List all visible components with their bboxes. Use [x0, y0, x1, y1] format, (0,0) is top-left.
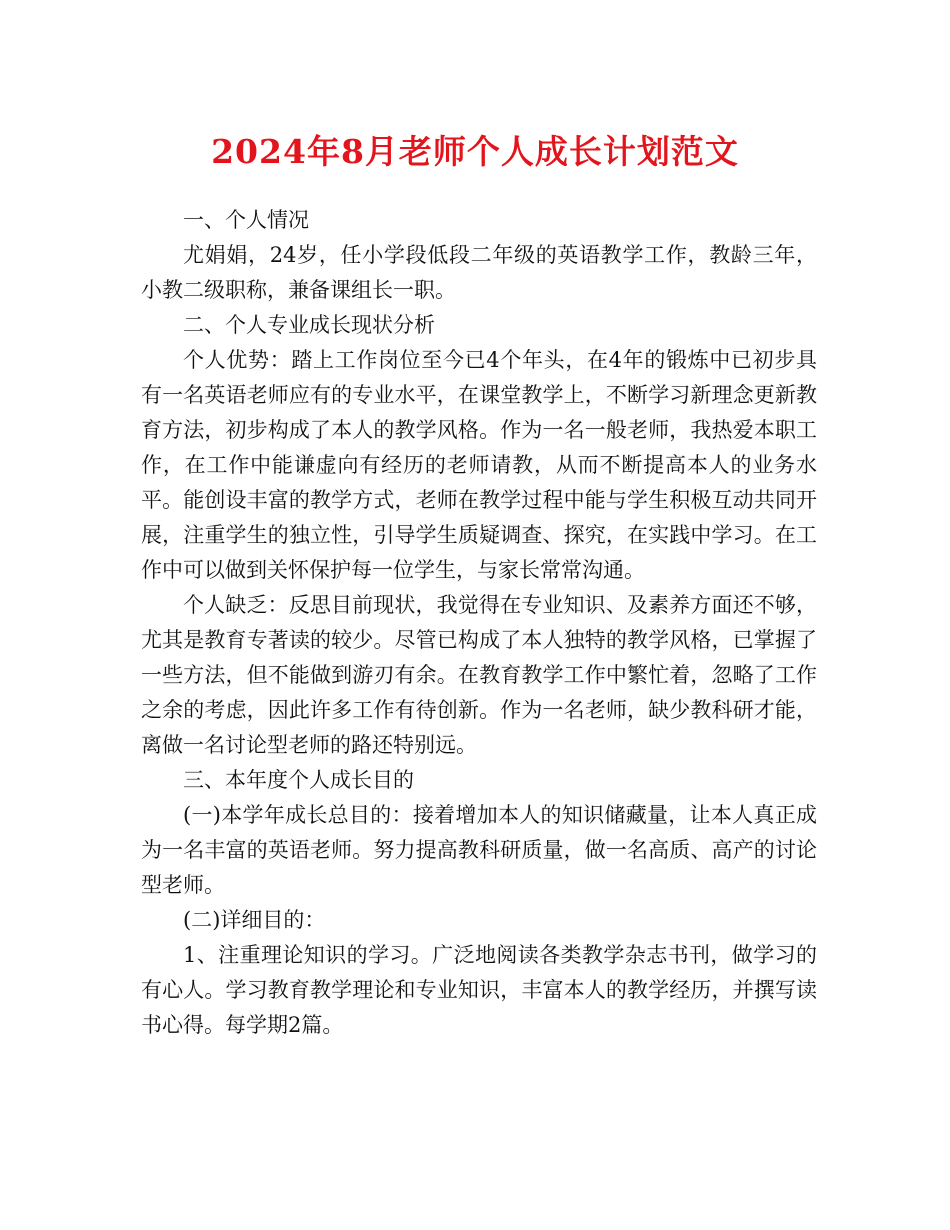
document-body [141, 203, 817, 1043]
paragraph-goal-1: 1、注重理论知识的学习。广泛地阅读各类教学杂志书刊，做学习的有心人。学习教育教学理论和专业知识，丰富本人的教学经历，并撰写读书心得。每学期2篇。 [141, 943, 817, 1037]
heading-status-analysis: 二、个人专业成长现状分析 [183, 313, 435, 337]
paragraph-strengths: 个人优势：踏上工作岗位至今已4个年头，在4年的锻炼中已初步具有一名英语老师应有的专业水平，在课堂教学上，不断学习新理念更新教育方法，初步构成了本人的教学风格。作为一名一般老师，我热爱本职工作，在工作中能谦虚向有经历的老师请教，从而不断提高本人的业务水平。能创设丰富的教学方式，老师在教学过程中能与学生积极互动共同开展，注重学生的独立性，引导学生质疑调查、探究，在实践中学习。在工作中可以做到关怀保护每一位学生，与家长常常沟通。 [141, 348, 817, 582]
paragraph-weaknesses: 个人缺乏：反思目前现状，我觉得在专业知识、及素养方面还不够，尤其是教育专著读的较少。尽管已构成了本人独特的教学风格，已掌握了一些方法，但不能做到游刃有余。在教育教学工作中繁忙着，忽略了工作之余的考虑，因此许多工作有待创新。作为一名老师，缺少教科研才能，离做一名讨论型老师的路还特别远。 [141, 593, 817, 757]
heading-detailed-goals: (二)详细目的： [183, 908, 326, 932]
paragraph-overall-goal: (一)本学年成长总目的：接着增加本人的知识储藏量，让本人真正成为一名丰富的英语老师。努力提高教科研质量，做一名高质、高产的讨论型老师。 [141, 803, 817, 897]
heading-personal-situation: 一、个人情况 [183, 208, 309, 232]
document-title: 2024年8月老师个人成长计划范文 [211, 132, 739, 171]
paragraph-personal-info: 尤娟娟，24岁，任小学段低段二年级的英语教学工作，教龄三年，小教二级职称，兼备课组长一职。 [141, 243, 817, 302]
heading-annual-goals: 三、本年度个人成长目的 [183, 768, 414, 792]
